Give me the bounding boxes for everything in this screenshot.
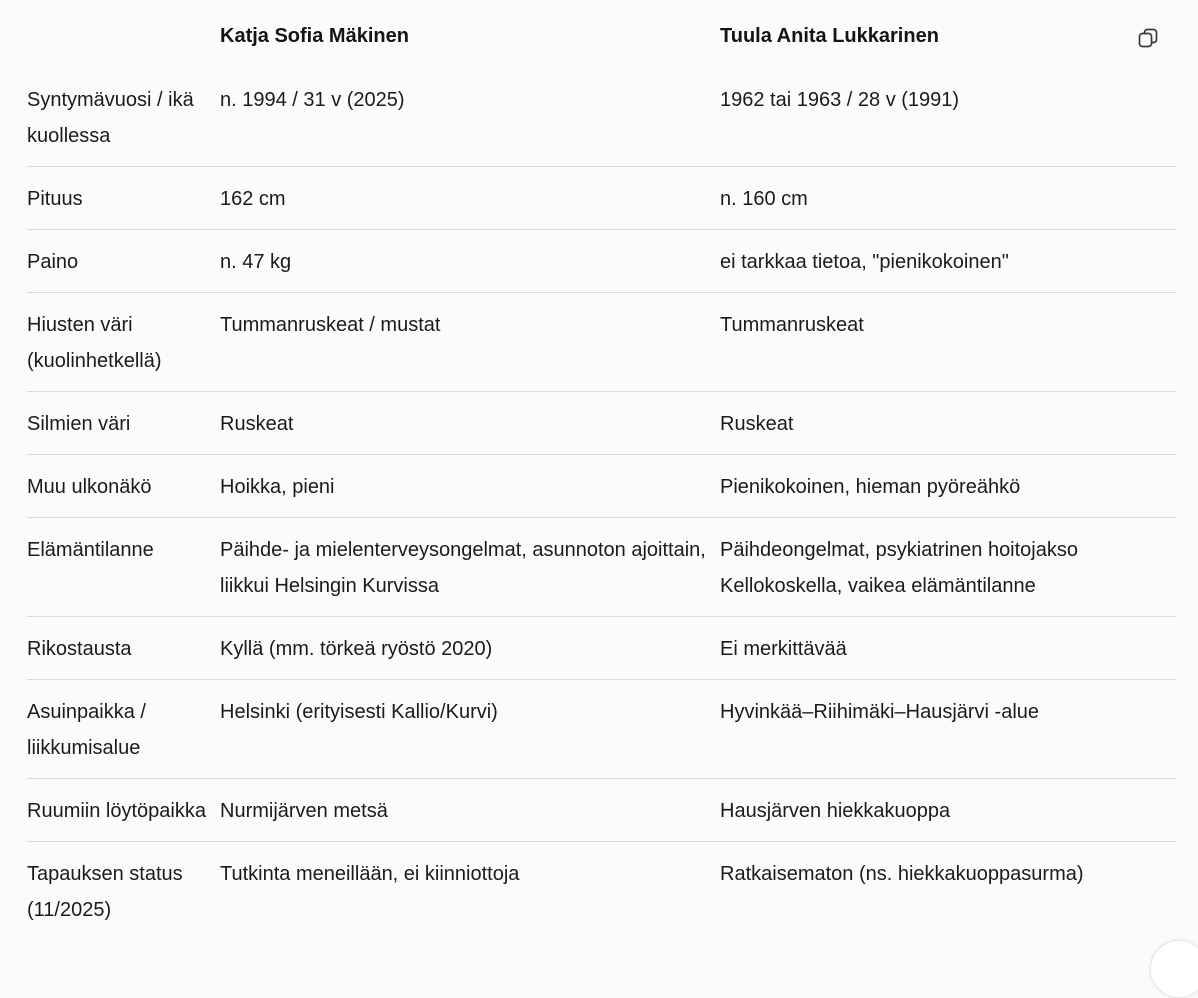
table-row [27, 167, 1176, 230]
scroll-button-partial[interactable] [1150, 940, 1198, 998]
header-cell-person-2: Tuula Anita Lukkarinen [720, 25, 939, 47]
table-row [27, 842, 1176, 941]
cell-person-1: n. 1994 / 31 v (2025) [220, 89, 405, 111]
header-cell-empty [27, 0, 220, 70]
row-label: Ruumiin löytöpaikka [27, 800, 206, 822]
cell-person-2: Ruskeat [720, 413, 794, 435]
cell-person-1: Helsinki (erityisesti Kallio/Kurvi) [220, 701, 498, 723]
cell-person-2: n. 160 cm [720, 188, 808, 210]
table-row [27, 779, 1176, 842]
cell-person-2: Hyvinkää–Riihimäki–Hausjärvi -alue [720, 701, 1040, 723]
comparison-table [27, 0, 1176, 940]
cell-person-2: Päihdeongelmat, psykiatrinen hoitojakso Kellokoskella, vaikea elämäntilanne [720, 539, 1078, 597]
cell-person-2: Pienikokoinen, hieman pyöreähkö [720, 476, 1021, 498]
row-label: Rikostausta [27, 638, 132, 660]
copy-button[interactable] [1136, 26, 1160, 50]
row-label: Asuinpaikka / liikkumisalue [27, 701, 146, 759]
cell-person-1: Tummanruskeat / mustat [220, 314, 441, 336]
table-row [27, 617, 1176, 680]
row-label: Tapauksen status (11/2025) [27, 863, 183, 921]
row-label: Syntymävuosi / ikä kuollessa [27, 89, 194, 147]
table-row [27, 293, 1176, 392]
row-label: Muu ulkonäkö [27, 476, 152, 498]
cell-person-2: Tummanruskeat [720, 314, 864, 336]
cell-person-1: Ruskeat [220, 413, 294, 435]
comparison-table-container [27, 0, 1176, 940]
table-row [27, 70, 1176, 167]
row-label: Elämäntilanne [27, 539, 154, 561]
cell-person-1: Kyllä (mm. törkeä ryöstö 2020) [220, 638, 493, 660]
table-header [27, 0, 1176, 70]
cell-person-1: n. 47 kg [220, 251, 292, 273]
row-label: Pituus [27, 188, 83, 210]
cell-person-1: Nurmijärven metsä [220, 800, 388, 822]
table-row [27, 518, 1176, 617]
row-label: Silmien väri [27, 413, 131, 435]
cell-person-1: Tutkinta meneillään, ei kiinniottoja [220, 863, 520, 885]
table-body [27, 70, 1176, 940]
cell-person-1: 162 cm [220, 188, 286, 210]
cell-person-2: Ei merkittävää [720, 638, 847, 660]
row-label: Paino [27, 251, 79, 273]
header-cell-person-1: Katja Sofia Mäkinen [220, 25, 409, 47]
copy-icon [1136, 26, 1160, 50]
cell-person-1: Päihde- ja mielenterveysongelmat, asunnoton ajoittain, liikkui Helsingin Kurvissa [220, 539, 706, 597]
cell-person-2: ei tarkkaa tietoa, "pienikokoinen" [720, 251, 1009, 273]
header-row [27, 0, 1176, 70]
cell-person-2: Hausjärven hiekkakuoppa [720, 800, 951, 822]
row-label: Hiusten väri (kuolinhetkellä) [27, 314, 162, 372]
table-row [27, 392, 1176, 455]
table-row [27, 455, 1176, 518]
cell-person-1: Hoikka, pieni [220, 476, 335, 498]
table-row [27, 680, 1176, 779]
cell-person-2: Ratkaisematon (ns. hiekkakuoppasurma) [720, 863, 1084, 885]
table-row [27, 230, 1176, 293]
cell-person-2: 1962 tai 1963 / 28 v (1991) [720, 89, 960, 111]
